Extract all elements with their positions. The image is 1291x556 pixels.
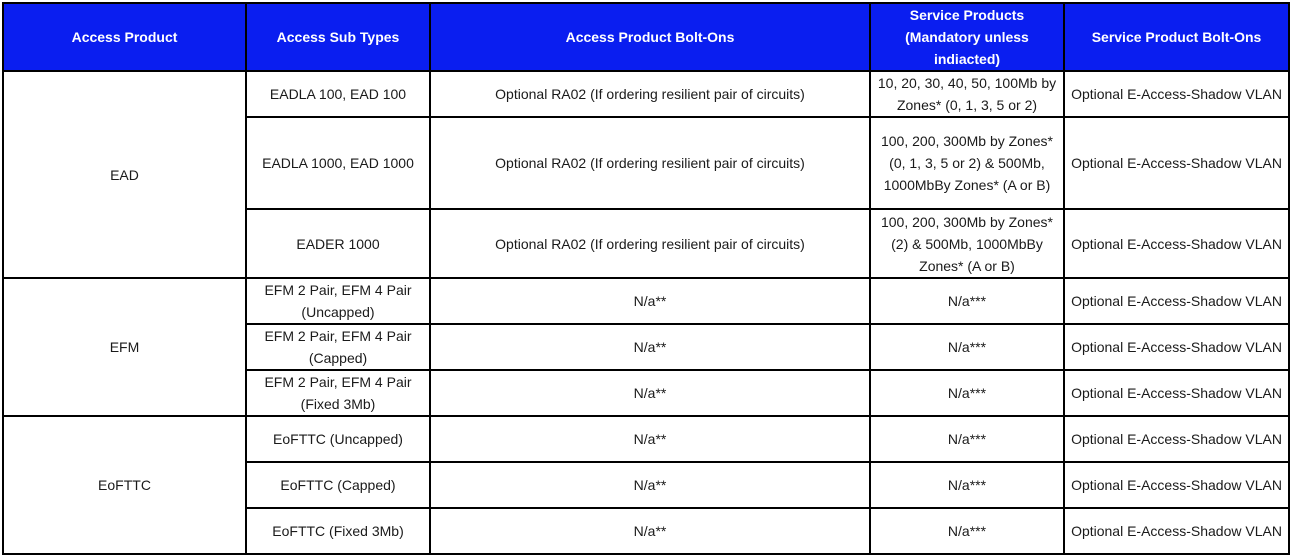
sub-type-cell: EoFTTC (Capped): [246, 462, 430, 508]
table-row: [3, 278, 1289, 324]
service-product-cell: 100, 200, 300Mb by Zones* (0, 1, 3, 5 or 2) & 500Mb, 1000MbBy Zones* (A or B): [870, 117, 1064, 209]
sub-type-cell: EoFTTC (Fixed 3Mb): [246, 508, 430, 554]
table-row: [3, 71, 1289, 117]
access-bolt-on-cell: N/a**: [430, 508, 870, 554]
table-row: [3, 416, 1289, 462]
service-bolt-on-cell: Optional E-Access-Shadow VLAN: [1064, 508, 1289, 554]
access-bolt-on-cell: Optional RA02 (If ordering resilient pair of circuits): [430, 117, 870, 209]
sub-type-cell: EADLA 100, EAD 100: [246, 71, 430, 117]
header-service-products: Service Products (Mandatory unless indiacted): [870, 3, 1064, 71]
header-access-sub-types: Access Sub Types: [246, 3, 430, 71]
access-bolt-on-cell: N/a**: [430, 462, 870, 508]
service-product-cell: N/a***: [870, 278, 1064, 324]
service-product-cell: N/a***: [870, 508, 1064, 554]
service-bolt-on-cell: Optional E-Access-Shadow VLAN: [1064, 278, 1289, 324]
sub-type-cell: EFM 2 Pair, EFM 4 Pair (Uncapped): [246, 278, 430, 324]
header-access-bolt-ons: Access Product Bolt-Ons: [430, 3, 870, 71]
access-bolt-on-cell: Optional RA02 (If ordering resilient pair of circuits): [430, 71, 870, 117]
sub-type-cell: EFM 2 Pair, EFM 4 Pair (Fixed 3Mb): [246, 370, 430, 416]
group-eofttc: EoFTTC: [3, 416, 246, 554]
access-bolt-on-cell: N/a**: [430, 278, 870, 324]
service-bolt-on-cell: Optional E-Access-Shadow VLAN: [1064, 462, 1289, 508]
service-bolt-on-cell: Optional E-Access-Shadow VLAN: [1064, 416, 1289, 462]
sub-type-cell: EFM 2 Pair, EFM 4 Pair (Capped): [246, 324, 430, 370]
service-bolt-on-cell: Optional E-Access-Shadow VLAN: [1064, 370, 1289, 416]
access-bolt-on-cell: N/a**: [430, 416, 870, 462]
group-ead: EAD: [3, 71, 246, 278]
service-product-cell: 100, 200, 300Mb by Zones* (2) & 500Mb, 1000MbBy Zones* (A or B): [870, 209, 1064, 278]
header-access-product: Access Product: [3, 3, 246, 71]
service-bolt-on-cell: Optional E-Access-Shadow VLAN: [1064, 324, 1289, 370]
service-bolt-on-cell: Optional E-Access-Shadow VLAN: [1064, 209, 1289, 278]
service-bolt-on-cell: Optional E-Access-Shadow VLAN: [1064, 71, 1289, 117]
access-bolt-on-cell: N/a**: [430, 324, 870, 370]
service-product-cell: N/a***: [870, 324, 1064, 370]
header-row: [3, 3, 1289, 71]
service-product-cell: N/a***: [870, 416, 1064, 462]
sub-type-cell: EoFTTC (Uncapped): [246, 416, 430, 462]
sub-type-cell: EADER 1000: [246, 209, 430, 278]
group-efm: EFM: [3, 278, 246, 416]
service-product-cell: N/a***: [870, 370, 1064, 416]
sub-type-cell: EADLA 1000, EAD 1000: [246, 117, 430, 209]
access-bolt-on-cell: Optional RA02 (If ordering resilient pair of circuits): [430, 209, 870, 278]
access-bolt-on-cell: N/a**: [430, 370, 870, 416]
service-bolt-on-cell: Optional E-Access-Shadow VLAN: [1064, 117, 1289, 209]
service-product-cell: 10, 20, 30, 40, 50, 100Mb by Zones* (0, 1, 3, 5 or 2): [870, 71, 1064, 117]
product-table: [2, 2, 1290, 555]
service-product-cell: N/a***: [870, 462, 1064, 508]
header-service-bolt-ons: Service Product Bolt-Ons: [1064, 3, 1289, 71]
